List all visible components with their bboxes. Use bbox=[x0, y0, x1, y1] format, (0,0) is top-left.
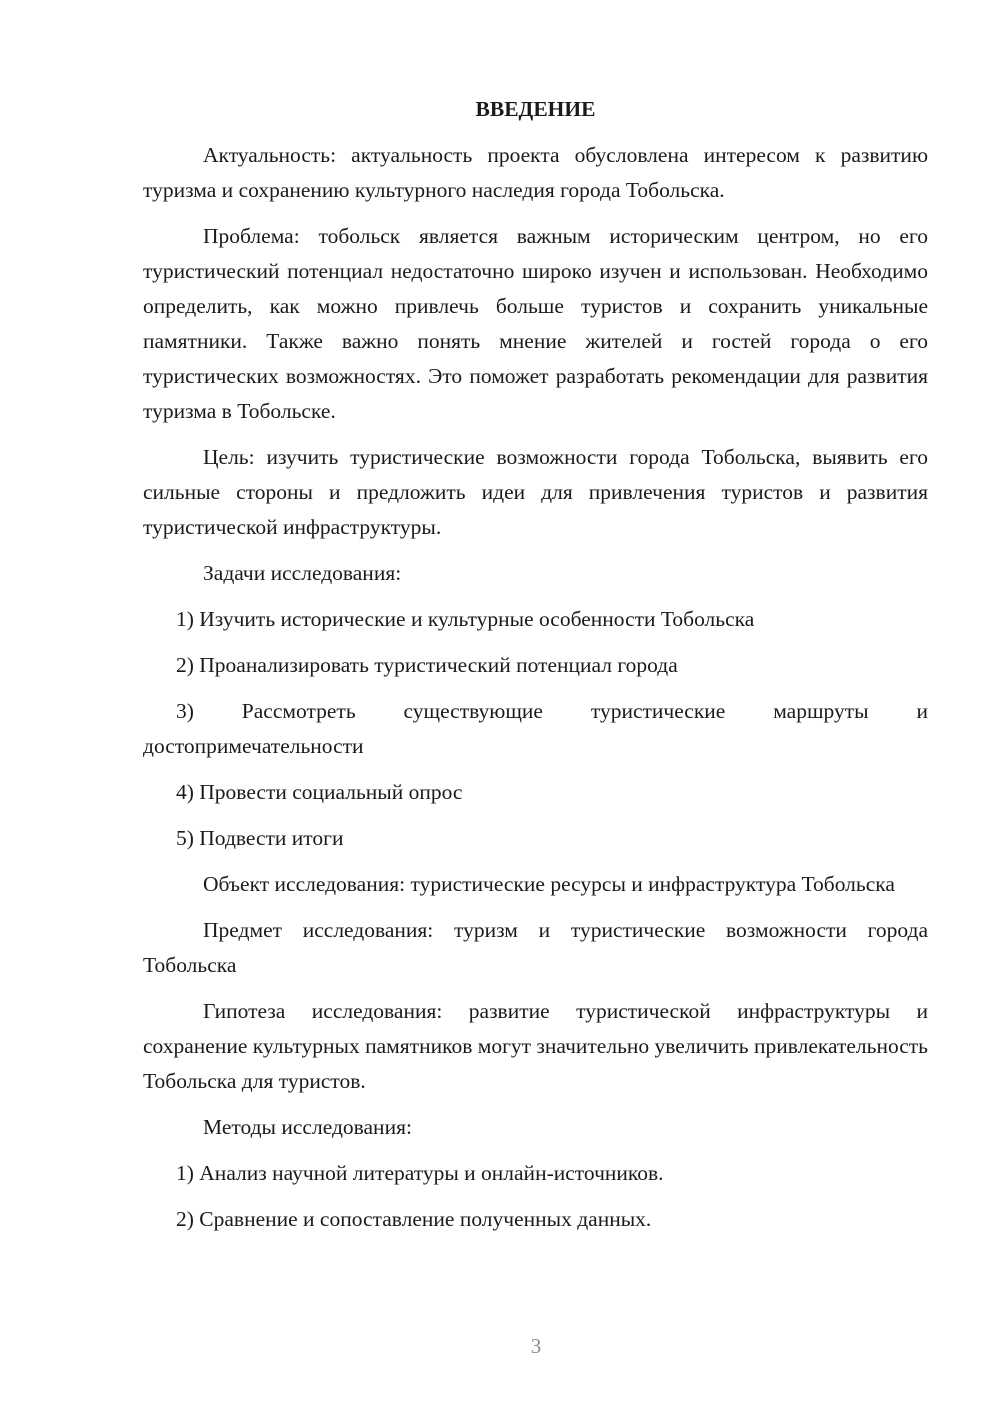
paragraph-problem: Проблема: тобольск является важным историческим центром, но его туристический потенциал недостаточно широко изучен и использован. Необходимо определить, как можно привлечь больше туристов и сохранить уникальные памятники. Также важно понять мнение жителей и гостей города о его туристических возможностях. Это поможет разработать рекомендации для развития туризма в Тобольске. bbox=[143, 224, 928, 423]
paragraph-goal: Цель: изучить туристические возможности города Тобольска, выявить его сильные стороны и предложить идеи для привлечения туристов и развития туристической инфраструктуры. bbox=[143, 445, 928, 539]
task-item-5: 5) Подвести итоги bbox=[176, 826, 344, 850]
document-body bbox=[143, 92, 928, 1237]
paragraph-hypothesis: Гипотеза исследования: развитие туристической инфраструктуры и сохранение культурных памятников могут значительно увеличить привлекательность Тобольска для туристов. bbox=[143, 999, 928, 1093]
task-item-3: 3) Рассмотреть существующие туристические маршруты и достопримечательности bbox=[143, 699, 928, 758]
tasks-heading: Задачи исследования: bbox=[203, 561, 402, 585]
page-number: 3 bbox=[530, 1334, 542, 1358]
task-item-2: 2) Проанализировать туристический потенциал города bbox=[176, 653, 678, 677]
paragraph-relevance: Актуальность: актуальность проекта обусловлена интересом к развитию туризма и сохранению культурного наследия города Тобольска. bbox=[143, 143, 928, 202]
paragraph-subject: Предмет исследования: туризм и туристические возможности города Тобольска bbox=[143, 918, 928, 977]
method-item-1: 1) Анализ научной литературы и онлайн-источников. bbox=[176, 1161, 664, 1185]
task-item-1: 1) Изучить исторические и культурные особенности Тобольска bbox=[176, 607, 755, 631]
methods-heading: Методы исследования: bbox=[203, 1115, 412, 1139]
method-item-2: 2) Сравнение и сопоставление полученных данных. bbox=[176, 1207, 652, 1231]
task-item-4: 4) Провести социальный опрос bbox=[176, 780, 463, 804]
paragraph-object: Объект исследования: туристические ресурсы и инфраструктура Тобольска bbox=[203, 872, 895, 896]
page-title: ВВЕДЕНИЕ bbox=[475, 97, 596, 121]
